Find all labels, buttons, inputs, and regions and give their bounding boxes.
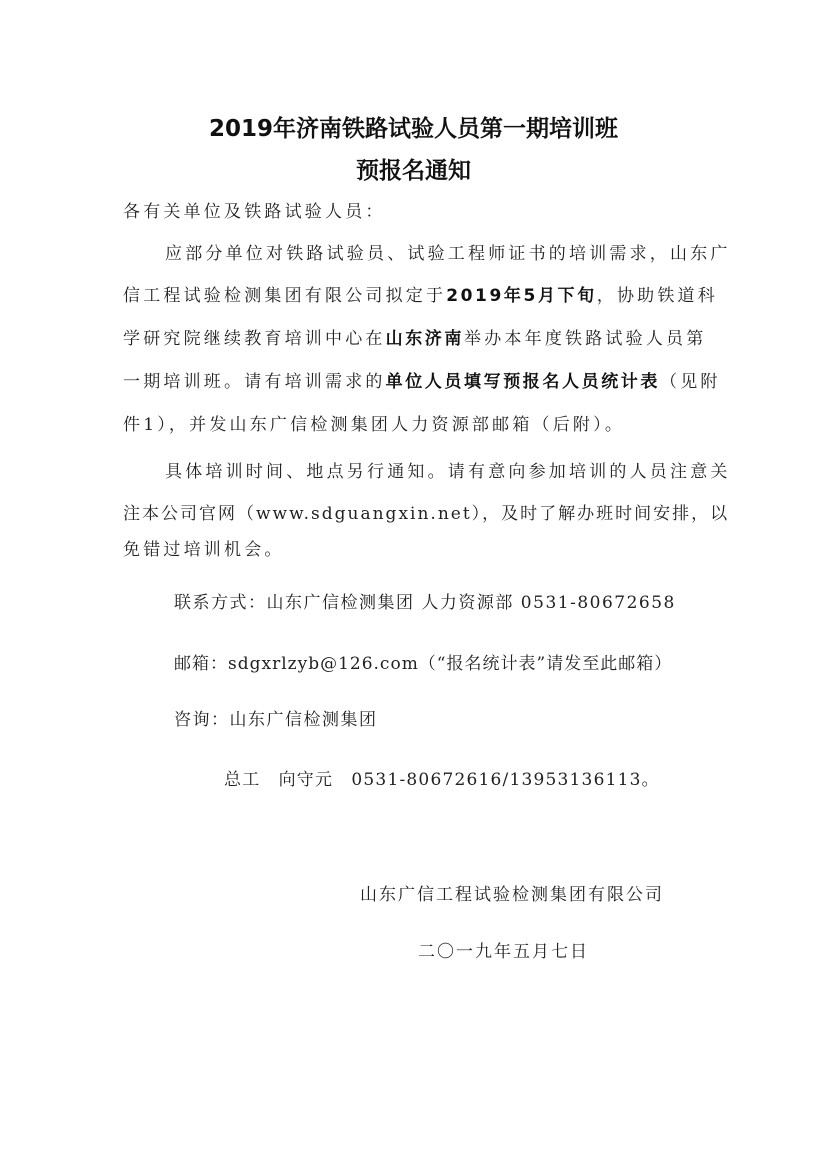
paragraph-2-line: 具体培训时间、地点另行通知。请有意向参加培训的人员注意关 — [165, 462, 731, 482]
paragraph-1-line — [123, 327, 706, 351]
contact-email: 邮箱：sdgxrlzyb@126.com（“报名统计表”请发至此邮箱） — [174, 654, 673, 674]
document-subtitle: 预报名通知 — [356, 158, 471, 184]
bold-date: 2019年5月下旬 — [446, 286, 597, 306]
text: 一期培训班。请有培训需求的 — [123, 372, 386, 392]
contact-engineer: 总工 向守元 0531-80672616/13953136113。 — [224, 770, 660, 790]
paragraph-1-line — [123, 284, 718, 308]
text: 信工程试验检测集团有限公司拟定于 — [123, 286, 447, 306]
text: 学研究院继续教育培训中心在 — [123, 329, 386, 349]
salutation: 各有关单位及铁路试验人员： — [123, 202, 386, 222]
paragraph-1-line: 应部分单位对铁路试验员、试验工程师证书的培训需求，山东广 — [165, 244, 731, 264]
paragraph-2-line: 免错过培训机会。 — [123, 540, 285, 560]
paragraph-1-line — [123, 370, 721, 394]
document-title: 2019年济南铁路试验人员第一期培训班 — [208, 116, 618, 142]
text: （见附 — [660, 372, 721, 392]
contact-consult: 咨询：山东广信检测集团 — [174, 710, 378, 730]
contact-method: 联系方式：山东广信检测集团 人力资源部 0531-80672658 — [174, 593, 676, 613]
paragraph-1-line: 件1），并发山东广信检测集团人力资源部邮箱（后附）。 — [123, 415, 626, 435]
text: 举办本年度铁路试验人员第 — [464, 329, 707, 349]
bold-form-name: 单位人员填写预报名人员统计表 — [385, 372, 661, 392]
bold-location: 山东济南 — [385, 329, 465, 349]
signature-date: 二〇一九年五月七日 — [418, 942, 589, 962]
signature-company: 山东广信工程试验检测集团有限公司 — [360, 885, 664, 905]
text: ，协助铁道科 — [596, 286, 718, 306]
paragraph-2-line: 注本公司官网（www.sdguangxin.net），及时了解办班时间安排，以 — [123, 504, 730, 524]
